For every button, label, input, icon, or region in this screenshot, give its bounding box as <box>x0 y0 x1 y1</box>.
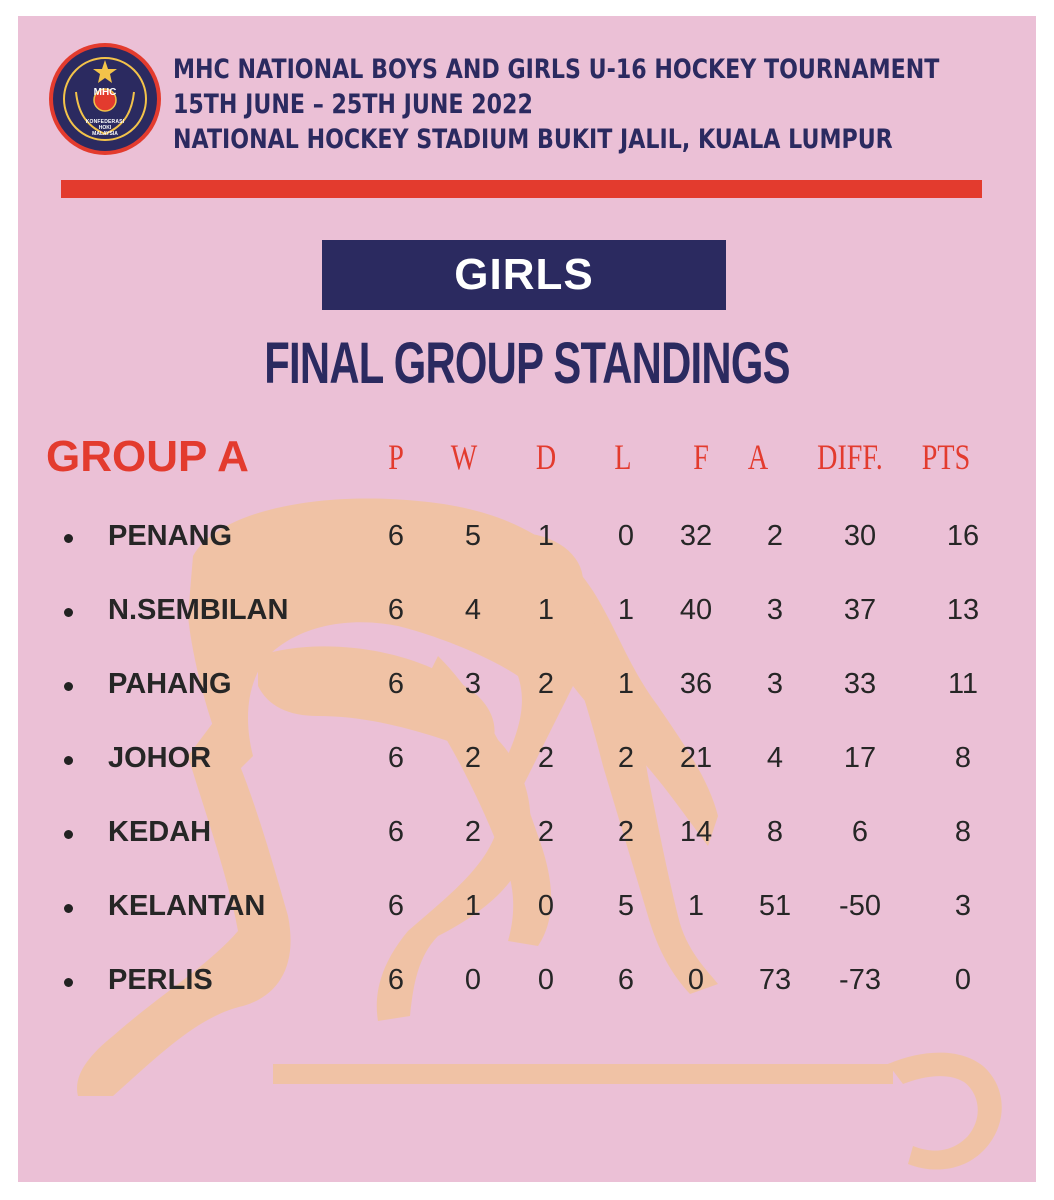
stat-p: 6 <box>387 742 405 774</box>
bullet-icon <box>64 830 73 839</box>
stat-diff: 6 <box>851 816 869 848</box>
column-header: A <box>747 437 769 477</box>
stat-f: 32 <box>679 520 713 552</box>
table-row <box>18 884 1036 934</box>
stat-p: 6 <box>387 668 405 700</box>
stat-a: 3 <box>766 594 784 626</box>
column-header: F <box>693 437 709 477</box>
stat-f: 36 <box>679 668 713 700</box>
logo-subtext: KONFEDERASI <box>85 119 125 125</box>
stat-a: 4 <box>766 742 784 774</box>
stat-diff: 33 <box>843 668 877 700</box>
team-name: PERLIS <box>108 964 213 996</box>
stat-diff: 17 <box>843 742 877 774</box>
stat-d: 0 <box>537 890 555 922</box>
column-header: D <box>535 437 557 477</box>
stat-pts: 11 <box>947 668 979 700</box>
column-header: L <box>614 437 632 477</box>
table-row <box>18 588 1036 638</box>
stat-l: 1 <box>617 668 635 700</box>
stat-w: 0 <box>464 964 482 996</box>
stat-diff: 30 <box>843 520 877 552</box>
stat-f: 21 <box>679 742 713 774</box>
stat-w: 3 <box>464 668 482 700</box>
bullet-icon <box>64 682 73 691</box>
logo-text: MHC <box>93 87 117 98</box>
stat-a: 2 <box>766 520 784 552</box>
stat-a: 73 <box>758 964 792 996</box>
stat-p: 6 <box>387 594 405 626</box>
table-row <box>18 736 1036 786</box>
table-row <box>18 662 1036 712</box>
bullet-icon <box>64 534 73 543</box>
team-name: KEDAH <box>108 816 212 848</box>
tournament-title: MHC NATIONAL BOYS AND GIRLS U-16 HOCKEY TOURNAMENT <box>173 54 940 85</box>
stat-f: 14 <box>679 816 713 848</box>
stat-d: 1 <box>537 594 555 626</box>
divider-bar <box>61 180 982 198</box>
stat-pts: 8 <box>954 816 972 848</box>
stat-f: 0 <box>687 964 705 996</box>
stat-a: 3 <box>766 668 784 700</box>
stat-w: 1 <box>464 890 482 922</box>
team-name: KELANTAN <box>108 890 266 922</box>
stat-l: 2 <box>617 742 635 774</box>
stat-diff: -73 <box>839 964 881 996</box>
mhc-logo <box>48 42 162 156</box>
stat-w: 4 <box>464 594 482 626</box>
stat-p: 6 <box>387 520 405 552</box>
stat-w: 2 <box>464 742 482 774</box>
stat-diff: 37 <box>843 594 877 626</box>
stat-pts: 8 <box>954 742 972 774</box>
bullet-icon <box>64 904 73 913</box>
logo-subtext: HOKI <box>98 125 112 131</box>
table-row <box>18 810 1036 860</box>
bullet-icon <box>64 608 73 617</box>
stat-l: 6 <box>617 964 635 996</box>
stat-pts: 3 <box>954 890 972 922</box>
group-label: GROUP A <box>46 432 249 481</box>
table-row <box>18 958 1036 1008</box>
tournament-venue: NATIONAL HOCKEY STADIUM BUKIT JALIL, KUALA LUMPUR <box>173 124 893 155</box>
stat-w: 2 <box>464 816 482 848</box>
table-row <box>18 514 1036 564</box>
column-header: P <box>388 437 404 477</box>
stat-d: 2 <box>537 742 555 774</box>
stat-f: 1 <box>687 890 705 922</box>
stat-l: 0 <box>617 520 635 552</box>
team-name: PENANG <box>108 520 233 552</box>
stat-l: 5 <box>617 890 635 922</box>
column-header: W <box>450 437 478 477</box>
stat-pts: 13 <box>946 594 980 626</box>
standings-poster <box>18 16 1036 1182</box>
category-banner: GIRLS <box>322 240 726 310</box>
stat-d: 2 <box>537 668 555 700</box>
stat-d: 0 <box>537 964 555 996</box>
stat-l: 1 <box>617 594 635 626</box>
logo-subtext: MALAYSIA <box>92 131 118 137</box>
stat-p: 6 <box>387 890 405 922</box>
column-header: DIFF. <box>817 437 883 477</box>
stat-diff: -50 <box>839 890 881 922</box>
stat-a: 8 <box>766 816 784 848</box>
stat-l: 2 <box>617 816 635 848</box>
stat-p: 6 <box>387 964 405 996</box>
bullet-icon <box>64 756 73 765</box>
stat-d: 2 <box>537 816 555 848</box>
team-name: PAHANG <box>108 668 232 700</box>
team-name: N.SEMBILAN <box>108 594 289 626</box>
stat-d: 1 <box>537 520 555 552</box>
stat-p: 6 <box>387 816 405 848</box>
page-title: FINAL GROUP STANDINGS <box>264 331 790 396</box>
stat-w: 5 <box>464 520 482 552</box>
stat-pts: 0 <box>954 964 972 996</box>
stat-pts: 16 <box>946 520 980 552</box>
column-header: PTS <box>921 437 971 477</box>
bullet-icon <box>64 978 73 987</box>
stat-f: 40 <box>679 594 713 626</box>
team-name: JOHOR <box>108 742 212 774</box>
tournament-dates: 15TH JUNE – 25TH JUNE 2022 <box>173 89 533 120</box>
stat-a: 51 <box>758 890 792 922</box>
